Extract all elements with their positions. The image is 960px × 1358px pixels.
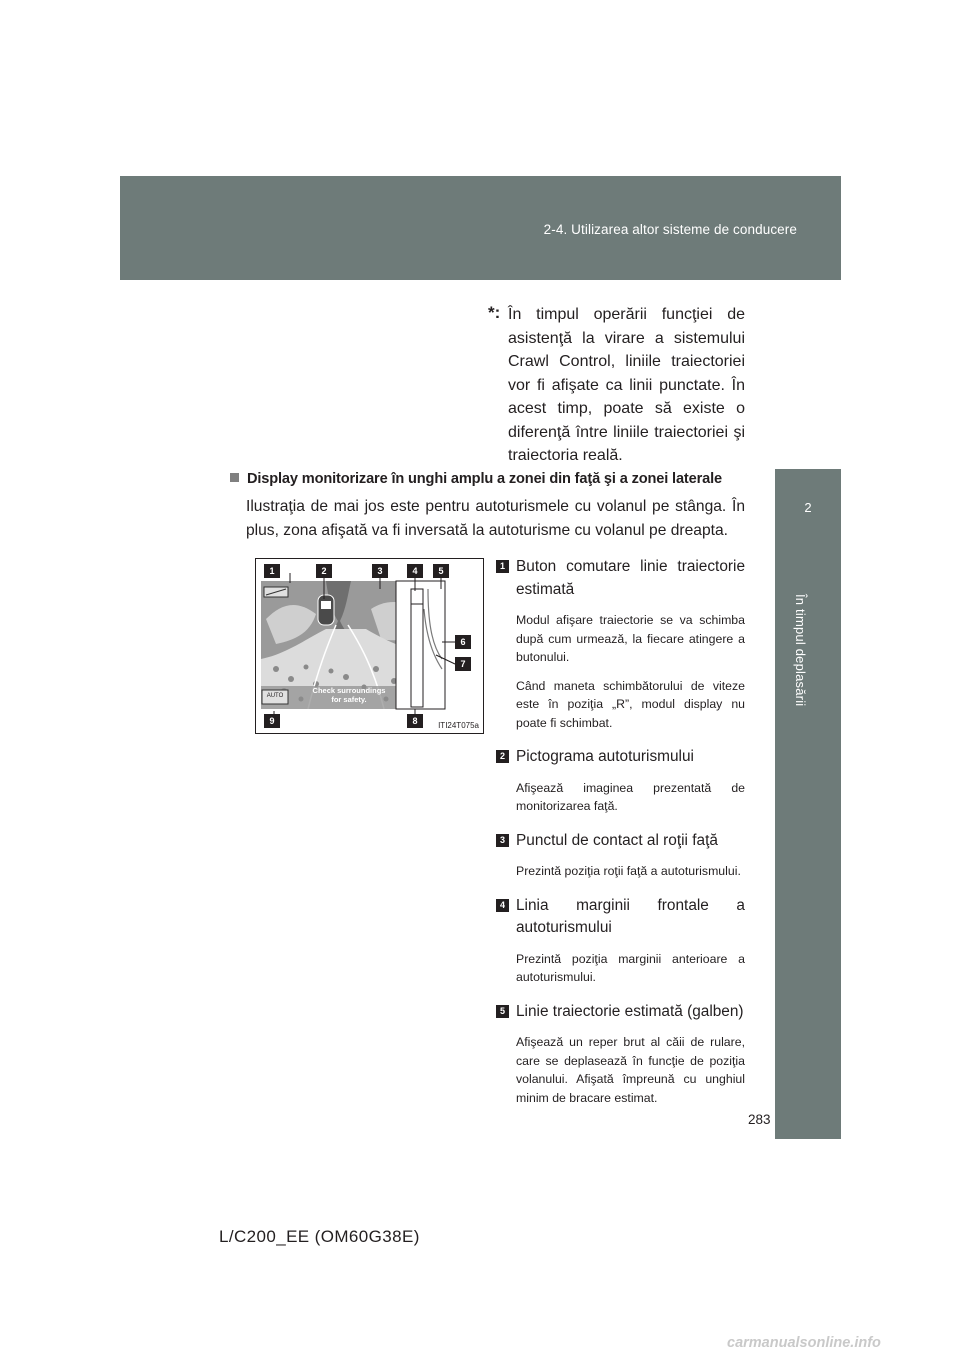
callout-7: 7 xyxy=(455,657,471,671)
chapter-number: 2 xyxy=(804,500,812,515)
page-number: 283 xyxy=(748,1112,771,1127)
section-intro: Ilustraţia de mai jos este pentru autoturismele cu volanul pe stânga. În plus, zona afişată va fi inversată la autoturisme cu volanul pe dreapta. xyxy=(246,498,745,539)
screen-message-line1: Check surroundings xyxy=(312,686,386,695)
callout-1: 1 xyxy=(264,564,280,578)
document-code: L/C200_EE (OM60G38E) xyxy=(219,1227,420,1246)
legend-item xyxy=(496,895,745,987)
chapter-title: 2-4. Utilizarea altor sisteme de conducere xyxy=(543,222,797,237)
note-marker: *: xyxy=(488,303,501,322)
legend-item xyxy=(496,1001,745,1108)
item-desc: Afişează imaginea prezentată de monitorizarea faţă. xyxy=(516,780,745,813)
header-band xyxy=(120,176,841,280)
section-heading xyxy=(230,471,750,487)
item-title: Linia marginii frontale a autoturismului xyxy=(516,896,745,936)
screen-message-line2: for safety. xyxy=(331,695,367,704)
item-number-badge: 4 xyxy=(496,899,509,912)
callout-2: 2 xyxy=(316,564,332,578)
item-title: Linie traiectorie estimată (galben) xyxy=(516,1002,744,1020)
monitor-screen-drawing xyxy=(256,559,485,735)
item-number-badge: 2 xyxy=(496,750,509,763)
item-title: Pictograma autoturismului xyxy=(516,748,694,765)
item-number-badge: 5 xyxy=(496,1005,509,1018)
section-heading-text: Display monitorizare în unghi amplu a zonei din faţă şi a zonei laterale xyxy=(247,471,722,487)
square-bullet-icon xyxy=(230,473,239,482)
screen-auto-button: AUTO xyxy=(266,693,284,699)
screen-message xyxy=(304,686,394,704)
item-desc: Afişează un reper brut al căii de rulare, care se deplasează în funcţie de poziţia volanului. Afişată împreună cu unghiul minim de bracare estimat. xyxy=(516,1035,745,1105)
item-title: Punctul de contact al roţii faţă xyxy=(516,831,718,849)
legend-items xyxy=(496,556,745,1107)
item-title: Buton comutare linie traiectorie estimată xyxy=(516,558,745,598)
item-number-badge: 3 xyxy=(496,834,509,847)
callout-4: 4 xyxy=(407,564,423,578)
callout-6: 6 xyxy=(455,635,471,649)
monitor-illustration xyxy=(255,558,484,734)
item-desc: Prezintă poziţia marginii anterioare a autoturismului. xyxy=(516,951,745,984)
callout-3: 3 xyxy=(372,564,388,578)
legend-item xyxy=(496,830,745,881)
callout-9: 9 xyxy=(264,714,280,728)
chapter-side-label: În timpul deplasării xyxy=(793,594,808,707)
item-desc: Prezintă poziţia roţii faţă a autoturismului. xyxy=(516,864,741,878)
legend-item xyxy=(496,746,745,816)
callout-5: 5 xyxy=(433,564,449,578)
item-desc: Modul afişare traiectorie se va schimba după cum urmează, la fiecare atingere a butonului. xyxy=(516,613,745,664)
note-text: În timpul operării funcţiei de asistenţă la virare a sistemului Crawl Control, liniile traiectoriei vor fi afişate ca linii punctate. În acest timp, poate să existe o diferenţă între liniile traiectoriei şi traiectoria reală. xyxy=(508,306,745,464)
callout-8: 8 xyxy=(407,714,423,728)
item-number-badge: 1 xyxy=(496,560,509,573)
note-block xyxy=(488,303,745,468)
legend-item xyxy=(496,556,745,732)
figure-code: ITI24T075a xyxy=(438,721,479,730)
watermark: carmanualsonline.info xyxy=(727,1335,881,1351)
item-desc: Când maneta schimbătorului de viteze este în poziţia „R”, modul display nu poate fi schimbat. xyxy=(516,678,745,730)
chapter-side-tab xyxy=(775,469,841,1139)
